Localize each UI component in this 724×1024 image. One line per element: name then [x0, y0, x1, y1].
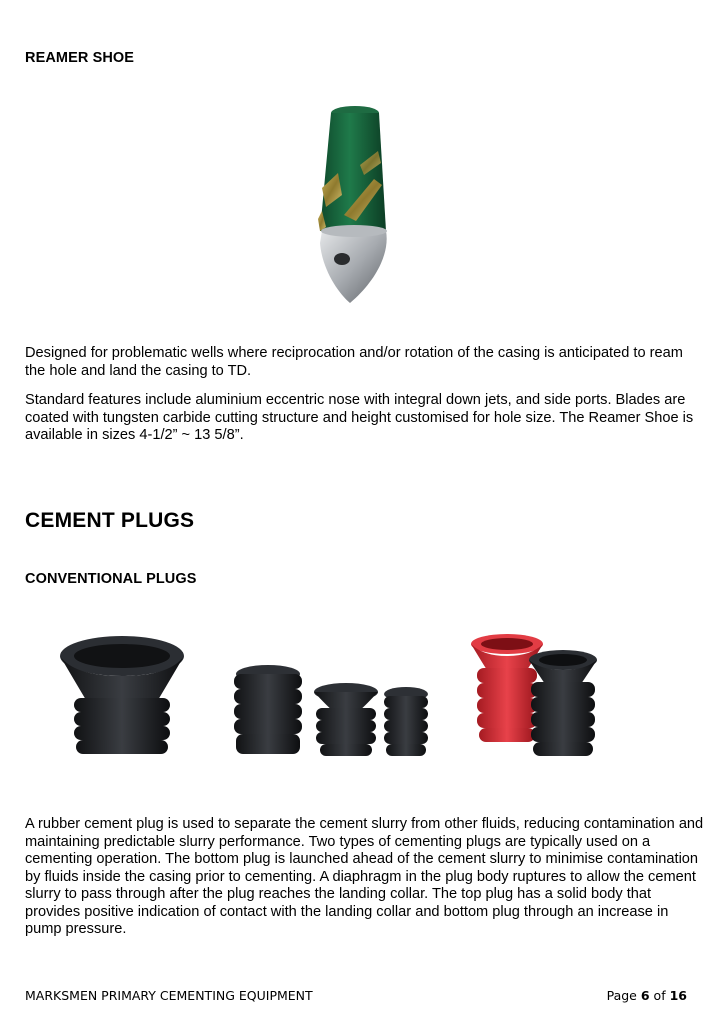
reamer-shoe-heading: REAMER SHOE — [25, 50, 135, 66]
red-black-plugs-image — [465, 630, 615, 770]
cement-plugs-heading: CEMENT PLUGS — [25, 509, 195, 532]
single-plug-image — [50, 630, 195, 770]
of-word: of — [653, 988, 666, 1003]
footer-title: MARKSMEN PRIMARY CEMENTING EQUIPMENT — [25, 988, 313, 1003]
current-page: 6 — [640, 988, 650, 1003]
reamer-description-1: Designed for problematic wells where reciprocation and/or rotation of the casing is anticipated to ream the hole and land the casing to TD. — [25, 345, 683, 379]
reamer-description-2: Standard features include aluminium eccentric nose with integral down jets, and side ports. Blades are coated with tungsten carbide cutting structure and height customised for hole size. The Reamer Shoe is available in sizes 4-1/2” ~ 13 5/8”. — [25, 392, 694, 443]
conventional-plugs-heading: CONVENTIONAL PLUGS — [25, 571, 197, 587]
total-pages: 16 — [669, 988, 687, 1003]
cement-plug-description: A rubber cement plug is used to separate the cement slurry from other fluids, reducing contamination and maintaining predictable slurry performance. Two types of cementing plugs are typically used on a cementing operation. The bottom plug is launched ahead of the cement slurry to minimise contamination by fluids inside the casing prior to cementing. A diaphragm in the plug body ruptures to allow the cement slurry to pass through after the plug reaches the landing collar. The top plug has a solid body that provides positive indication of contact with the landing collar and bottom plug through an increase in pump pressure. — [25, 816, 704, 937]
page-number — [607, 988, 687, 1003]
reamer-shoe-image — [298, 103, 408, 313]
three-plugs-image — [228, 662, 438, 762]
page-word: Page — [606, 988, 637, 1003]
